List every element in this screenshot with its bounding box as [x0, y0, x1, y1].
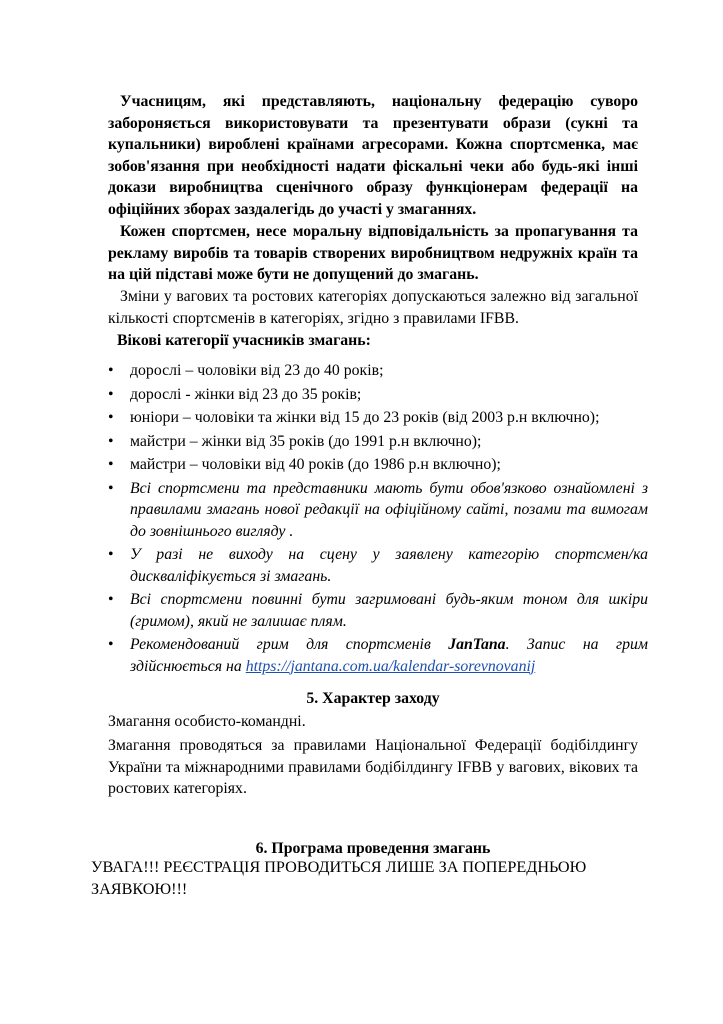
age-categories-heading: Вікові категорії учасників змагань: [117, 332, 371, 349]
list-item: • майстри – чоловіки від 40 років (до 1986 р.н включно); [108, 454, 648, 476]
list-item: • юніори – чоловіки та жінки від 15 до 23 років (від 2003 р.н включно); [108, 407, 648, 429]
list-item: • майстри – жінки від 35 років (до 1991 р.н включно); [108, 431, 648, 453]
paragraph-moral-responsibility: Кожен спортсмен, несе моральну відповідальність за пропагування та рекламу виробів та товарів створених виробництвом недружніх країн та на цій підставі може бути не допущений до змагань. [108, 223, 638, 283]
section-5-line-2: Змагання проводяться за правилами Національної Федерації бодібілдингу України та міжнародними правилами бодібілдингу IFBB у вагових, вікових та ростових категоріях. [108, 737, 638, 797]
bullet-icon: • [108, 591, 114, 608]
age-categories-list [108, 360, 648, 679]
bullet-icon: • [108, 479, 114, 497]
list-item: • Всі спортсмени повинні бути загримовані будь-яким тоном для шкіри (гримом), який не залишає плям. [108, 591, 648, 630]
section-5-line-1: Змагання особисто-командні. [108, 713, 306, 730]
paragraph-dress-restriction: Учасницям, які представляють, національну федерацію суворо забороняється використовувати та презентувати образи (сукні та купальники) вироблені країнами агресорами. Кожна спортсменка, має зобов'язання при необхідності надати фіскальні чеки або будь-які інші докази виробництва сценічного образу функціонерам федерації на офіційних зборах заздалегідь до участі у змаганнях. [108, 93, 638, 218]
paragraph-category-changes: Зміни у вагових та ростових категоріях допускаються залежно від загальної кількості спортсменів в категоріях, згідно з правилами IFBB. [108, 288, 638, 327]
section-6-heading: 6. Програма проведення змагань [255, 840, 491, 857]
brand-name: JanTana [448, 636, 506, 653]
list-item: • дорослі – чоловіки від 23 до 40 років; [108, 360, 648, 382]
bullet-icon: • [108, 409, 114, 426]
bullet-icon: • [108, 546, 114, 563]
registration-link[interactable]: https://jantana.com.ua/kalendar-sorevnovanij [245, 657, 536, 675]
list-item: • У разі не виходу на сцену у заявлену категорію спортсмен/ка дискваліфікується зі змагань. [108, 546, 648, 585]
registration-warning: УВАГА!!! РЕЄСТРАЦІЯ ПРОВОДИТЬСЯ ЛИШЕ ЗА ПОПЕРЕДНЬОЮ ЗАЯВКОЮ!!! [91, 858, 587, 898]
bullet-icon: • [108, 636, 114, 653]
list-item: • Всі спортсмени та представники мають бути обов'язково ознайомлені з правилами змагань нової редакції на офіційному сайті, позами та вимогам до зовнішнього вигляду . [108, 479, 648, 540]
list-item: • дорослі - жінки від 23 до 35 років; [108, 384, 648, 406]
list-item: • Рекомендований грим для спортсменів JanTana. Запис на грим здійснюється на https://jantana.com.ua/kalendar-sorevnovanij [108, 636, 648, 675]
bullet-icon: • [108, 456, 114, 473]
bullet-icon: • [108, 432, 114, 450]
section-5-heading: 5. Характер заходу [306, 690, 440, 707]
bullet-icon: • [108, 362, 114, 379]
bullet-icon: • [108, 385, 114, 403]
